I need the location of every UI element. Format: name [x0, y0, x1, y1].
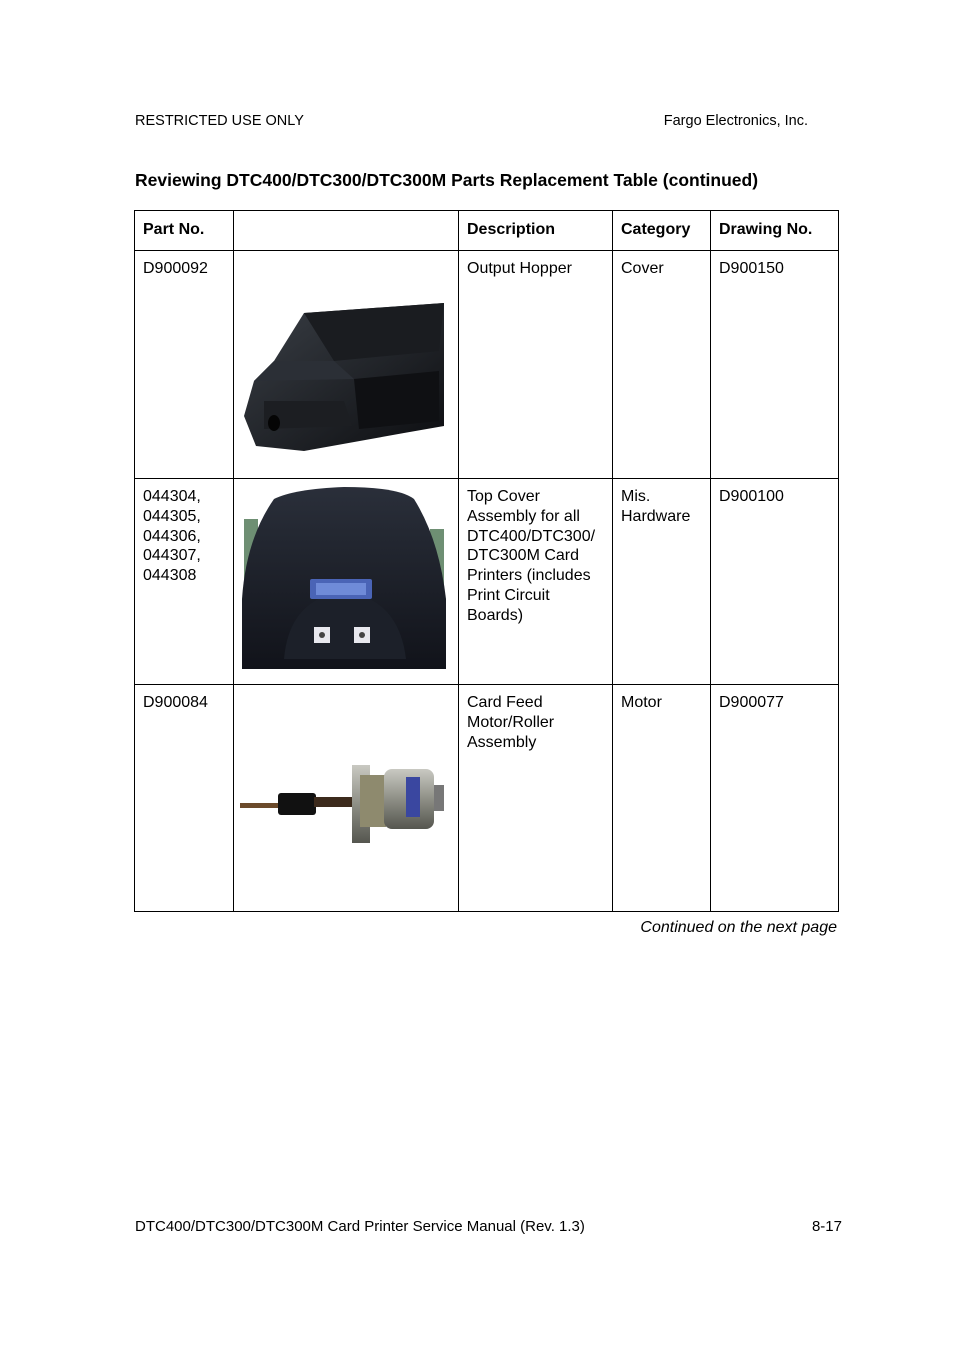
drawing-no: D900077: [711, 685, 839, 912]
drawing-no: D900100: [711, 479, 839, 685]
category: Motor: [613, 685, 711, 912]
col-part-no: Part No.: [135, 211, 234, 251]
table-row: [135, 479, 839, 685]
category: Cover: [613, 251, 711, 479]
col-drawing-no: Drawing No.: [711, 211, 839, 251]
section-title: Reviewing DTC400/DTC300/DTC300M Parts Replacement Table (continued): [135, 170, 759, 190]
continued-note: Continued on the next page: [640, 919, 837, 936]
description: Card Feed Motor/Roller Assembly: [459, 685, 613, 912]
part-no: D900092: [135, 251, 234, 479]
card-feed-motor-photo: [234, 685, 459, 911]
parts-table: [134, 210, 839, 912]
header-restricted: RESTRICTED USE ONLY: [135, 113, 304, 129]
top-cover-assembly-photo: [234, 479, 459, 684]
drawing-no: D900150: [711, 251, 839, 479]
description: Output Hopper: [459, 251, 613, 479]
table-row: [135, 685, 839, 912]
output-hopper-photo: [234, 251, 459, 478]
part-image: [234, 479, 459, 685]
category: Mis. Hardware: [613, 479, 711, 685]
part-no: D900084: [135, 685, 234, 912]
page-number: 8-17: [811, 1218, 842, 1235]
part-image: [234, 251, 459, 479]
part-no: 044304, 044305, 044306, 044307, 044308: [135, 479, 234, 685]
table-row: [135, 251, 839, 479]
col-image: [234, 211, 459, 251]
part-image: [234, 685, 459, 912]
col-category: Category: [613, 211, 711, 251]
col-description: Description: [459, 211, 613, 251]
description: Top Cover Assembly for all DTC400/DTC300/ DTC300M Card Printers (includes Print Circuit Boards): [459, 479, 613, 685]
footer-manual-title: DTC400/DTC300/DTC300M Card Printer Service Manual (Rev. 1.3): [135, 1218, 585, 1235]
header-company: Fargo Electronics, Inc.: [663, 113, 808, 129]
table-header-row: [135, 211, 839, 251]
